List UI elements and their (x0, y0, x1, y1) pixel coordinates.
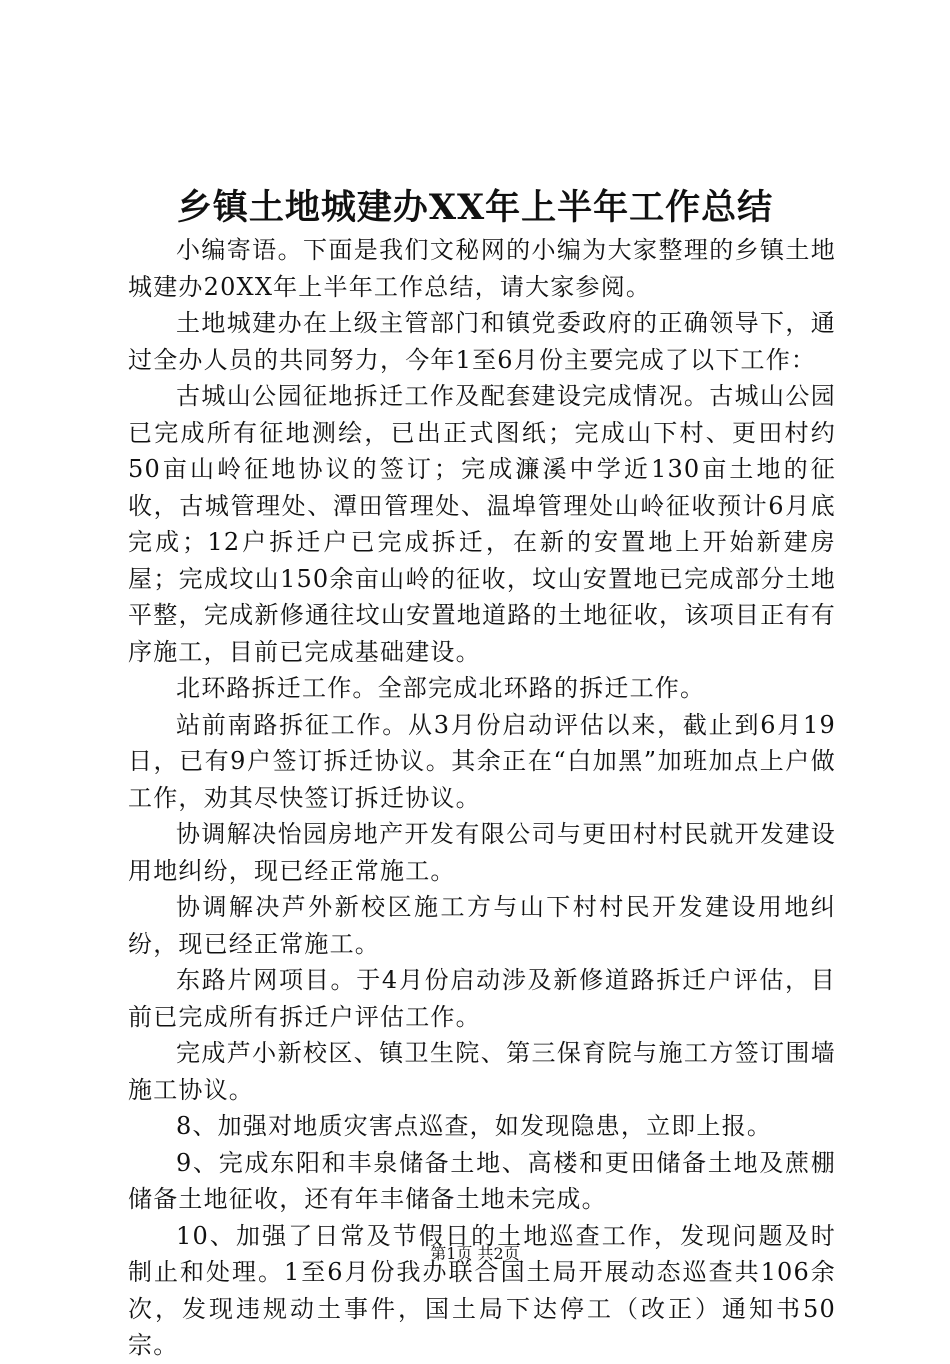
paragraph-overview: 土地城建办在上级主管部门和镇党委政府的正确领导下，通过全办人员的共同努力，今年1至6月份主要完成了以下工作： (128, 309, 836, 374)
paragraph-item-10: 10、加强了日常及节假日的土地巡查工作，发现问题及时制止和处理。1至6月份我办联合国土局开展动态巡查共106余次，发现违规动土事件，国土局下达停工（改正）通知书50宗。 (128, 1221, 836, 1359)
paragraph-station-south: 站前南路拆征工作。从3月份启动评估以来，截止到6月19日，已有9户签订拆迁协议。其余正在“白加黑”加班加点上户做工作，劝其尽快签订拆迁协议。 (128, 710, 836, 812)
paragraph-park: 古城山公园征地拆迁工作及配套建设完成情况。古城山公园已完成所有征地测绘，已出正式图纸；完成山下村、更田村约50亩山岭征地协议的签订；完成濂溪中学近130亩土地的征收，古城管理处、潭田管理处、温埠管理处山岭征收预计6月底完成；12户拆迁户已完成拆迁，在新的安置地上开始新建房屋；完成坟山150余亩山岭的征收，坟山安置地已完成部分土地平整，完成新修通往坟山安置地道路的土地征收，该项目正有有序施工，目前已完成基础建设。 (128, 382, 836, 666)
paragraph-north-ring: 北环路拆迁工作。全部完成北环路的拆迁工作。 (176, 674, 706, 702)
paragraph-east-road: 东路片网项目。于4月份启动涉及新修道路拆迁户评估，目前已完成所有拆迁户评估工作。 (128, 966, 836, 1031)
paragraph-item-9: 9、完成东阳和丰泉储备土地、高楼和更田储备土地及蔗棚储备土地征收，还有年丰储备土地未完成。 (128, 1148, 836, 1213)
document-body (128, 232, 836, 1364)
paragraph-item-8: 8、加强对地质灾害点巡查，如发现隐患，立即上报。 (176, 1112, 773, 1140)
paragraph-walls: 完成芦小新校区、镇卫生院、第三保育院与施工方签订围墙施工协议。 (128, 1039, 836, 1104)
paragraph-luwai: 协调解决芦外新校区施工方与山下村村民开发建设用地纠纷，现已经正常施工。 (128, 893, 836, 958)
page-footer: 第1页 共2页 (430, 1244, 520, 1263)
document-title: 乡镇土地城建办XX年上半年工作总结 (176, 187, 774, 228)
paragraph-yiyuan: 协调解决怡园房地产开发有限公司与更田村村民就开发建设用地纠纷，现已经正常施工。 (128, 820, 836, 885)
paragraph-intro: 小编寄语。下面是我们文秘网的小编为大家整理的乡镇土地城建办20XX年上半年工作总结，请大家参阅。 (128, 236, 836, 301)
